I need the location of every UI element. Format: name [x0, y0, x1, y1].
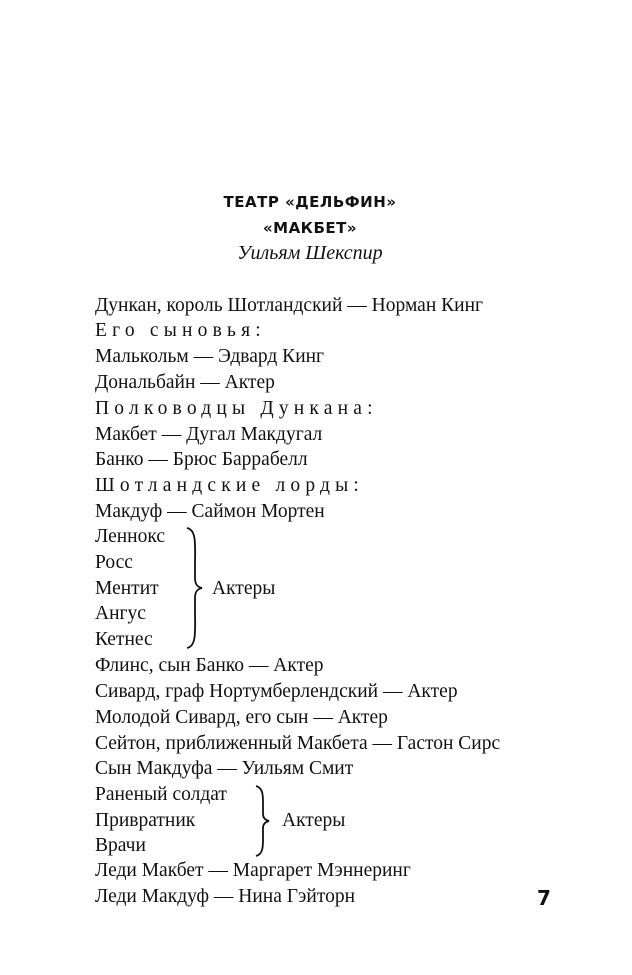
cast-line: Банко — Брюс Баррабелл [95, 449, 308, 470]
cast-line: Макбет — Дугал Макдугал [95, 424, 323, 445]
cast-line: Врачи [95, 835, 146, 856]
cast-line: Ангус [95, 603, 146, 624]
cast-line: Леннокс [95, 526, 166, 547]
cast-line: Макдуф — Саймон Мортен [95, 501, 325, 522]
play-title: «МАКБЕТ» [262, 219, 358, 237]
cast-line: Привратник [95, 810, 196, 831]
cast-line: Леди Макбет — Маргарет Мэннеринг [95, 860, 411, 881]
cast-group-heading: Полководцы Дункана: [95, 398, 378, 419]
page-number: 7 [537, 886, 551, 910]
cast-line: Кетнес [95, 629, 153, 650]
group-actors-label: Актеры [212, 578, 276, 599]
cast-line: Сын Макдуфа — Уильям Смит [95, 758, 354, 779]
cast-line: Молодой Сивард, его сын — Актер [95, 707, 388, 728]
cast-line: Дональбайн — Актер [95, 372, 275, 393]
cast-line: Раненый солдат [95, 784, 227, 805]
group-actors-label: Актеры [282, 810, 346, 831]
cast-line: Леди Макдуф — Нина Гэйторн [95, 886, 356, 907]
cast-line: Сивард, граф Нортумберлендский — Актер [95, 681, 458, 702]
cast-line: Флинс, сын Банко — Актер [95, 655, 324, 676]
cast-group-heading: Его сыновья: [95, 320, 266, 341]
cast-line: Росс [95, 552, 133, 573]
author-name: Уильям Шекспир [237, 242, 383, 264]
brace-lords [185, 526, 205, 650]
cast-line: Дункан, король Шотландский — Норман Кинг [95, 295, 484, 316]
cast-line: Малькольм — Эдвард Кинг [95, 346, 325, 367]
theatre-title: ТЕАТР «ДЕЛЬФИН» [223, 193, 397, 211]
cast-line: Сейтон, приближенный Макбета — Гастон Сирс [95, 733, 501, 754]
cast-group-heading: Шотландские лорды: [95, 475, 365, 496]
brace-minor-roles [254, 784, 272, 858]
cast-line: Ментит [95, 578, 159, 599]
